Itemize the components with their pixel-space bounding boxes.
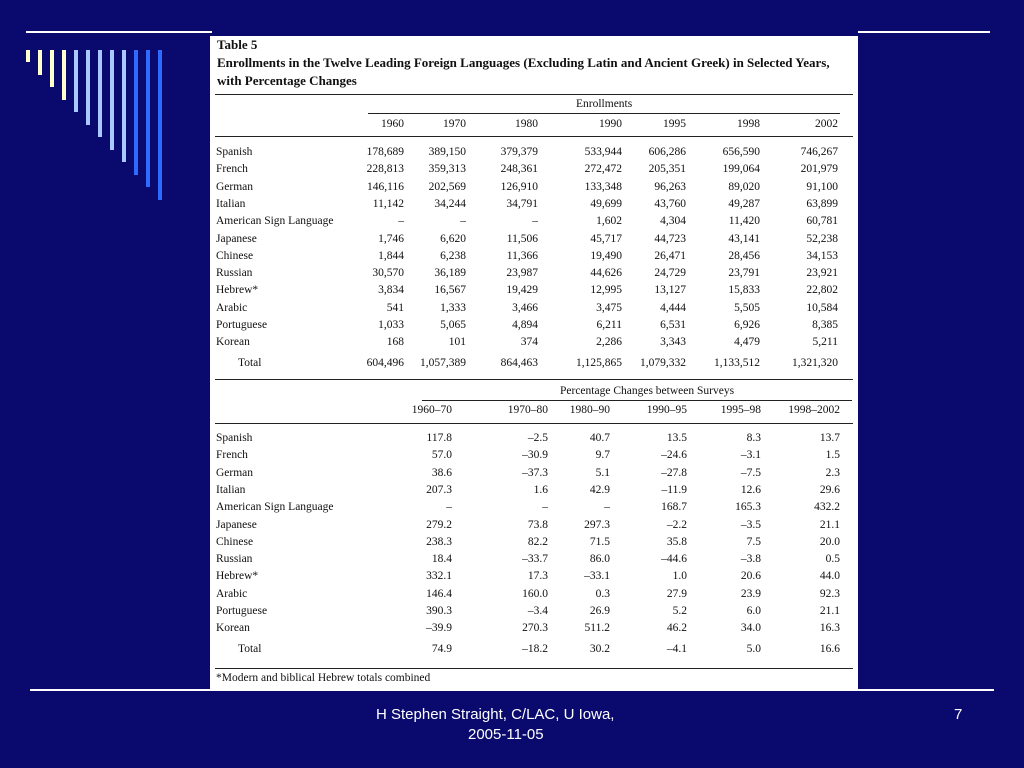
- value-cell: 1,746: [378, 232, 404, 245]
- value-cell: 3,466: [512, 301, 538, 314]
- value-cell: 27.9: [666, 587, 687, 600]
- language-label: Russian: [216, 553, 253, 566]
- value-cell: 44,723: [654, 232, 686, 245]
- enrollments-table-row: [210, 233, 858, 250]
- value-cell: 270.3: [522, 622, 548, 635]
- decorative-bar: [110, 50, 114, 150]
- value-cell: 16,567: [434, 284, 466, 297]
- value-cell: –39.9: [426, 622, 452, 635]
- value-cell: 178,689: [366, 146, 404, 158]
- enrollments-column-header: 1980: [515, 118, 538, 130]
- value-cell: 17.3: [527, 570, 548, 583]
- value-cell: 533,944: [584, 146, 622, 158]
- value-cell: 36,189: [434, 267, 466, 280]
- value-cell: 29.6: [819, 483, 840, 496]
- changes-header-rule: [215, 423, 853, 424]
- value-cell: 0.3: [595, 587, 610, 600]
- enrollments-table-row: [210, 267, 858, 284]
- language-label: French: [216, 449, 248, 462]
- value-cell: 1,321,320: [792, 356, 838, 369]
- table-caption: [217, 36, 837, 90]
- value-cell: –3.4: [527, 605, 548, 617]
- value-cell: 5,065: [440, 319, 466, 331]
- language-label: Portuguese: [216, 605, 268, 617]
- enrollments-column-header: 1990: [599, 118, 622, 130]
- value-cell: 35.8: [666, 535, 687, 548]
- value-cell: 117.8: [426, 432, 452, 444]
- language-label: Arabic: [216, 301, 248, 314]
- value-cell: 46.2: [666, 622, 687, 635]
- enrollments-table-row: [210, 215, 858, 232]
- language-label: American Sign Language: [216, 215, 334, 228]
- value-cell: 4,894: [512, 319, 538, 331]
- value-cell: 432.2: [814, 501, 840, 514]
- changes-table-row: [210, 588, 858, 605]
- value-cell: 146,116: [367, 180, 404, 193]
- value-cell: 11,420: [728, 215, 760, 228]
- value-cell: 238.3: [426, 535, 452, 548]
- language-label: American Sign Language: [216, 501, 334, 514]
- enrollments-table-row: [210, 319, 858, 336]
- value-cell: –3.5: [740, 518, 761, 531]
- value-cell: –30.9: [522, 449, 548, 462]
- value-cell: 71.5: [589, 535, 610, 548]
- value-cell: –4.1: [666, 642, 687, 655]
- value-cell: 8.3: [746, 432, 761, 444]
- value-cell: 199,064: [722, 163, 760, 176]
- changes-table-row: [210, 605, 858, 622]
- value-cell: 201,979: [800, 163, 838, 176]
- table-footnote: *Modern and biblical Hebrew totals combined: [216, 672, 431, 684]
- value-cell: 23,791: [728, 267, 760, 280]
- changes-column-header: 1998–2002: [788, 404, 840, 416]
- footer-author: H Stephen Straight, C/LAC, U Iowa,: [376, 706, 615, 723]
- value-cell: –: [460, 215, 466, 228]
- value-cell: 26,471: [654, 249, 686, 262]
- language-label: French: [216, 163, 248, 176]
- value-cell: 24,729: [654, 267, 686, 280]
- value-cell: –33.7: [522, 553, 548, 566]
- value-cell: 146.4: [426, 587, 452, 600]
- value-cell: 38.6: [431, 466, 452, 479]
- value-cell: 1,079,332: [640, 356, 686, 369]
- value-cell: 60,781: [806, 215, 838, 228]
- language-label: German: [216, 466, 254, 479]
- changes-column-header: 1980–90: [569, 404, 610, 416]
- language-label: Portuguese: [216, 319, 268, 331]
- language-label: Total: [238, 356, 262, 369]
- value-cell: 6,926: [734, 319, 760, 331]
- value-cell: 1.6: [533, 483, 548, 496]
- value-cell: 1.0: [672, 570, 687, 583]
- decorative-bar: [62, 50, 66, 100]
- value-cell: 44,626: [590, 267, 622, 280]
- value-cell: 52,238: [806, 232, 838, 245]
- enrollments-header-rule: [215, 136, 853, 137]
- value-cell: 89,020: [728, 180, 760, 193]
- value-cell: 6.0: [746, 605, 761, 617]
- value-cell: 1,602: [596, 215, 622, 228]
- language-label: Korean: [216, 336, 250, 349]
- value-cell: 6,531: [660, 319, 686, 331]
- value-cell: 0.5: [825, 553, 840, 566]
- decorative-bar: [86, 50, 90, 125]
- value-cell: 91,100: [806, 180, 838, 193]
- language-label: Hebrew*: [216, 570, 259, 583]
- decorative-bar: [38, 50, 42, 75]
- value-cell: 23,987: [506, 267, 538, 280]
- top-rule-left: [26, 31, 212, 33]
- value-cell: 18.4: [431, 553, 452, 566]
- value-cell: –3.8: [740, 553, 761, 566]
- changes-table-row: [210, 553, 858, 570]
- value-cell: 207.3: [426, 483, 452, 496]
- value-cell: 4,304: [660, 215, 686, 228]
- value-cell: 57.0: [431, 449, 452, 462]
- value-cell: 1,125,865: [576, 356, 622, 369]
- decorative-bar: [50, 50, 54, 87]
- enrollments-table-row: [210, 284, 858, 301]
- value-cell: 168.7: [661, 501, 687, 514]
- value-cell: –37.3: [522, 466, 548, 479]
- value-cell: 13,127: [654, 284, 686, 297]
- table-image: [210, 36, 858, 691]
- value-cell: 16.6: [819, 642, 840, 655]
- value-cell: 6,238: [440, 249, 466, 262]
- value-cell: 92.3: [819, 587, 840, 600]
- language-label: Japanese: [216, 518, 257, 531]
- value-cell: 11,366: [506, 249, 538, 262]
- section-rule: [215, 379, 853, 380]
- enrollments-table-row: [210, 198, 858, 215]
- value-cell: 606,286: [648, 146, 686, 158]
- value-cell: 49,699: [590, 197, 622, 210]
- enrollments-column-header: 1998: [737, 118, 760, 130]
- value-cell: 73.8: [527, 518, 548, 531]
- enrollments-column-header: 1970: [443, 118, 466, 130]
- value-cell: 5,505: [734, 301, 760, 314]
- footnote-rule: [215, 668, 853, 669]
- value-cell: 379,379: [500, 146, 538, 158]
- value-cell: 13.7: [819, 432, 840, 444]
- value-cell: –7.5: [740, 466, 761, 479]
- value-cell: 1,844: [378, 249, 404, 262]
- changes-column-header: 1990–95: [646, 404, 687, 416]
- value-cell: 604,496: [366, 356, 404, 369]
- changes-heading-rule: [422, 400, 852, 401]
- value-cell: 1,133,512: [714, 356, 760, 369]
- value-cell: 656,590: [722, 146, 760, 158]
- value-cell: 390.3: [426, 605, 452, 617]
- value-cell: 26.9: [589, 605, 610, 617]
- value-cell: –2.2: [666, 518, 687, 531]
- value-cell: 5.1: [595, 466, 610, 479]
- caption-rule: [215, 94, 853, 95]
- changes-table-row: [210, 484, 858, 501]
- value-cell: 9.7: [595, 449, 610, 462]
- value-cell: 44.0: [819, 570, 840, 583]
- enrollments-total-row: [210, 357, 858, 374]
- value-cell: 168: [386, 336, 404, 349]
- enrollments-heading-rule: [368, 113, 840, 114]
- value-cell: 22,802: [806, 284, 838, 297]
- changes-table-row: [210, 467, 858, 484]
- value-cell: 746,267: [800, 146, 838, 158]
- language-label: Russian: [216, 267, 253, 280]
- value-cell: 30,570: [372, 267, 404, 280]
- value-cell: 28,456: [728, 249, 760, 262]
- value-cell: 389,150: [428, 146, 466, 158]
- enrollments-column-header: 1960: [381, 118, 404, 130]
- value-cell: 34,244: [434, 197, 466, 210]
- language-label: Chinese: [216, 249, 254, 262]
- value-cell: –3.1: [740, 449, 761, 462]
- value-cell: 101: [448, 336, 466, 349]
- value-cell: 5,211: [812, 336, 838, 349]
- value-cell: 86.0: [589, 553, 610, 566]
- decorative-bar: [26, 50, 30, 62]
- value-cell: 11,506: [506, 232, 538, 245]
- language-label: Total: [238, 642, 262, 655]
- value-cell: 40.7: [589, 432, 610, 444]
- value-cell: 6,620: [440, 232, 466, 245]
- value-cell: 4,444: [660, 301, 686, 314]
- value-cell: 20.6: [740, 570, 761, 583]
- value-cell: 1,033: [378, 319, 404, 331]
- value-cell: 205,351: [648, 163, 686, 176]
- enrollments-table-row: [210, 181, 858, 198]
- value-cell: 359,313: [428, 163, 466, 176]
- changes-column-header: 1970–80: [507, 404, 548, 416]
- value-cell: 6,211: [596, 319, 622, 331]
- language-label: Hebrew*: [216, 284, 259, 297]
- table-subtitle: Enrollments in the Twelve Leading Foreign Languages (Excluding Latin and Ancient Greek) in Selected Years, with Percentage Changes: [217, 55, 830, 88]
- decorative-bar: [122, 50, 126, 162]
- changes-column-header: 1960–70: [411, 404, 452, 416]
- value-cell: 21.1: [819, 518, 840, 531]
- value-cell: 272,472: [584, 163, 622, 176]
- value-cell: 1,057,389: [420, 356, 466, 369]
- value-cell: 7.5: [746, 535, 761, 548]
- value-cell: 160.0: [522, 587, 548, 600]
- language-label: German: [216, 180, 254, 193]
- value-cell: 45,717: [590, 232, 622, 245]
- value-cell: 541: [386, 301, 404, 314]
- value-cell: –: [542, 501, 548, 514]
- enrollments-table-row: [210, 163, 858, 180]
- value-cell: 74.9: [431, 642, 452, 655]
- value-cell: –33.1: [584, 570, 610, 583]
- value-cell: 126,910: [500, 180, 538, 193]
- value-cell: 21.1: [819, 605, 840, 617]
- value-cell: –11.9: [661, 483, 687, 496]
- language-label: Spanish: [216, 146, 253, 158]
- enrollments-column-header: 2002: [815, 118, 838, 130]
- value-cell: 2,286: [596, 336, 622, 349]
- value-cell: 23,921: [806, 267, 838, 280]
- language-label: Korean: [216, 622, 250, 635]
- value-cell: –27.8: [661, 466, 687, 479]
- value-cell: –18.2: [522, 642, 548, 655]
- value-cell: 12,995: [590, 284, 622, 297]
- value-cell: –24.6: [661, 449, 687, 462]
- value-cell: 20.0: [819, 535, 840, 548]
- value-cell: 8,385: [812, 319, 838, 331]
- value-cell: 19,429: [506, 284, 538, 297]
- changes-table-row: [210, 449, 858, 466]
- language-label: Arabic: [216, 587, 248, 600]
- value-cell: 34,791: [506, 197, 538, 210]
- value-cell: 279.2: [426, 518, 452, 531]
- value-cell: 15,833: [728, 284, 760, 297]
- value-cell: –44.6: [661, 553, 687, 566]
- value-cell: 133,348: [584, 180, 622, 193]
- enrollments-table-row: [210, 336, 858, 353]
- value-cell: 4,479: [734, 336, 760, 349]
- value-cell: 297.3: [584, 518, 610, 531]
- enrollments-table-row: [210, 250, 858, 267]
- value-cell: 82.2: [527, 535, 548, 548]
- value-cell: –: [532, 215, 538, 228]
- value-cell: 43,760: [654, 197, 686, 210]
- language-label: Italian: [216, 197, 246, 210]
- value-cell: 11,142: [372, 197, 404, 210]
- value-cell: 248,361: [500, 163, 538, 176]
- decorative-bar: [98, 50, 102, 137]
- value-cell: 5.2: [672, 605, 687, 617]
- value-cell: 19,490: [590, 249, 622, 262]
- value-cell: 34.0: [740, 622, 761, 635]
- changes-heading: Percentage Changes between Surveys: [560, 385, 735, 397]
- value-cell: 374: [520, 336, 538, 349]
- value-cell: 12.6: [740, 483, 761, 496]
- value-cell: –: [446, 501, 452, 514]
- value-cell: 34,153: [806, 249, 838, 262]
- value-cell: 1.5: [825, 449, 840, 462]
- value-cell: 16.3: [819, 622, 840, 635]
- value-cell: 3,343: [660, 336, 686, 349]
- value-cell: 228,813: [366, 163, 404, 176]
- language-label: Chinese: [216, 535, 254, 548]
- value-cell: 202,569: [428, 180, 466, 193]
- value-cell: 511.2: [584, 622, 610, 635]
- value-cell: 864,463: [500, 356, 538, 369]
- page-number: 7: [954, 706, 963, 723]
- changes-table-row: [210, 432, 858, 449]
- changes-total-row: [210, 643, 858, 660]
- table-title: Table 5: [217, 37, 258, 52]
- enrollments-table-row: [210, 302, 858, 319]
- value-cell: 3,475: [596, 301, 622, 314]
- value-cell: 63,899: [806, 197, 838, 210]
- changes-table-row: [210, 501, 858, 518]
- changes-table-row: [210, 570, 858, 587]
- language-label: Japanese: [216, 232, 257, 245]
- value-cell: 23.9: [740, 587, 761, 600]
- value-cell: 42.9: [589, 483, 610, 496]
- value-cell: 332.1: [426, 570, 452, 583]
- enrollments-table-row: [210, 146, 858, 163]
- value-cell: 30.2: [589, 642, 610, 655]
- value-cell: 165.3: [735, 501, 761, 514]
- top-rule-right: [858, 31, 990, 33]
- value-cell: –2.5: [527, 432, 548, 444]
- value-cell: 10,584: [806, 301, 838, 314]
- value-cell: 96,263: [654, 180, 686, 193]
- value-cell: –: [604, 501, 610, 514]
- footer-date: 2005-11-05: [468, 726, 544, 743]
- value-cell: 49,287: [728, 197, 760, 210]
- language-label: Italian: [216, 483, 246, 496]
- value-cell: 43,141: [728, 232, 760, 245]
- value-cell: –: [398, 215, 404, 228]
- changes-table-row: [210, 536, 858, 553]
- decorative-bar: [158, 50, 162, 200]
- value-cell: 1,333: [440, 301, 466, 314]
- enrollments-heading: Enrollments: [576, 98, 633, 110]
- enrollments-column-header: 1995: [663, 118, 686, 130]
- decorative-bar: [146, 50, 150, 187]
- language-label: Spanish: [216, 432, 253, 444]
- value-cell: 2.3: [825, 466, 840, 479]
- changes-table-row: [210, 519, 858, 536]
- decorative-bar: [74, 50, 78, 112]
- decorative-bar: [134, 50, 138, 175]
- value-cell: 13.5: [666, 432, 687, 444]
- changes-table-row: [210, 622, 858, 639]
- value-cell: 3,834: [378, 284, 404, 297]
- changes-column-header: 1995–98: [720, 404, 761, 416]
- value-cell: 5.0: [746, 642, 761, 655]
